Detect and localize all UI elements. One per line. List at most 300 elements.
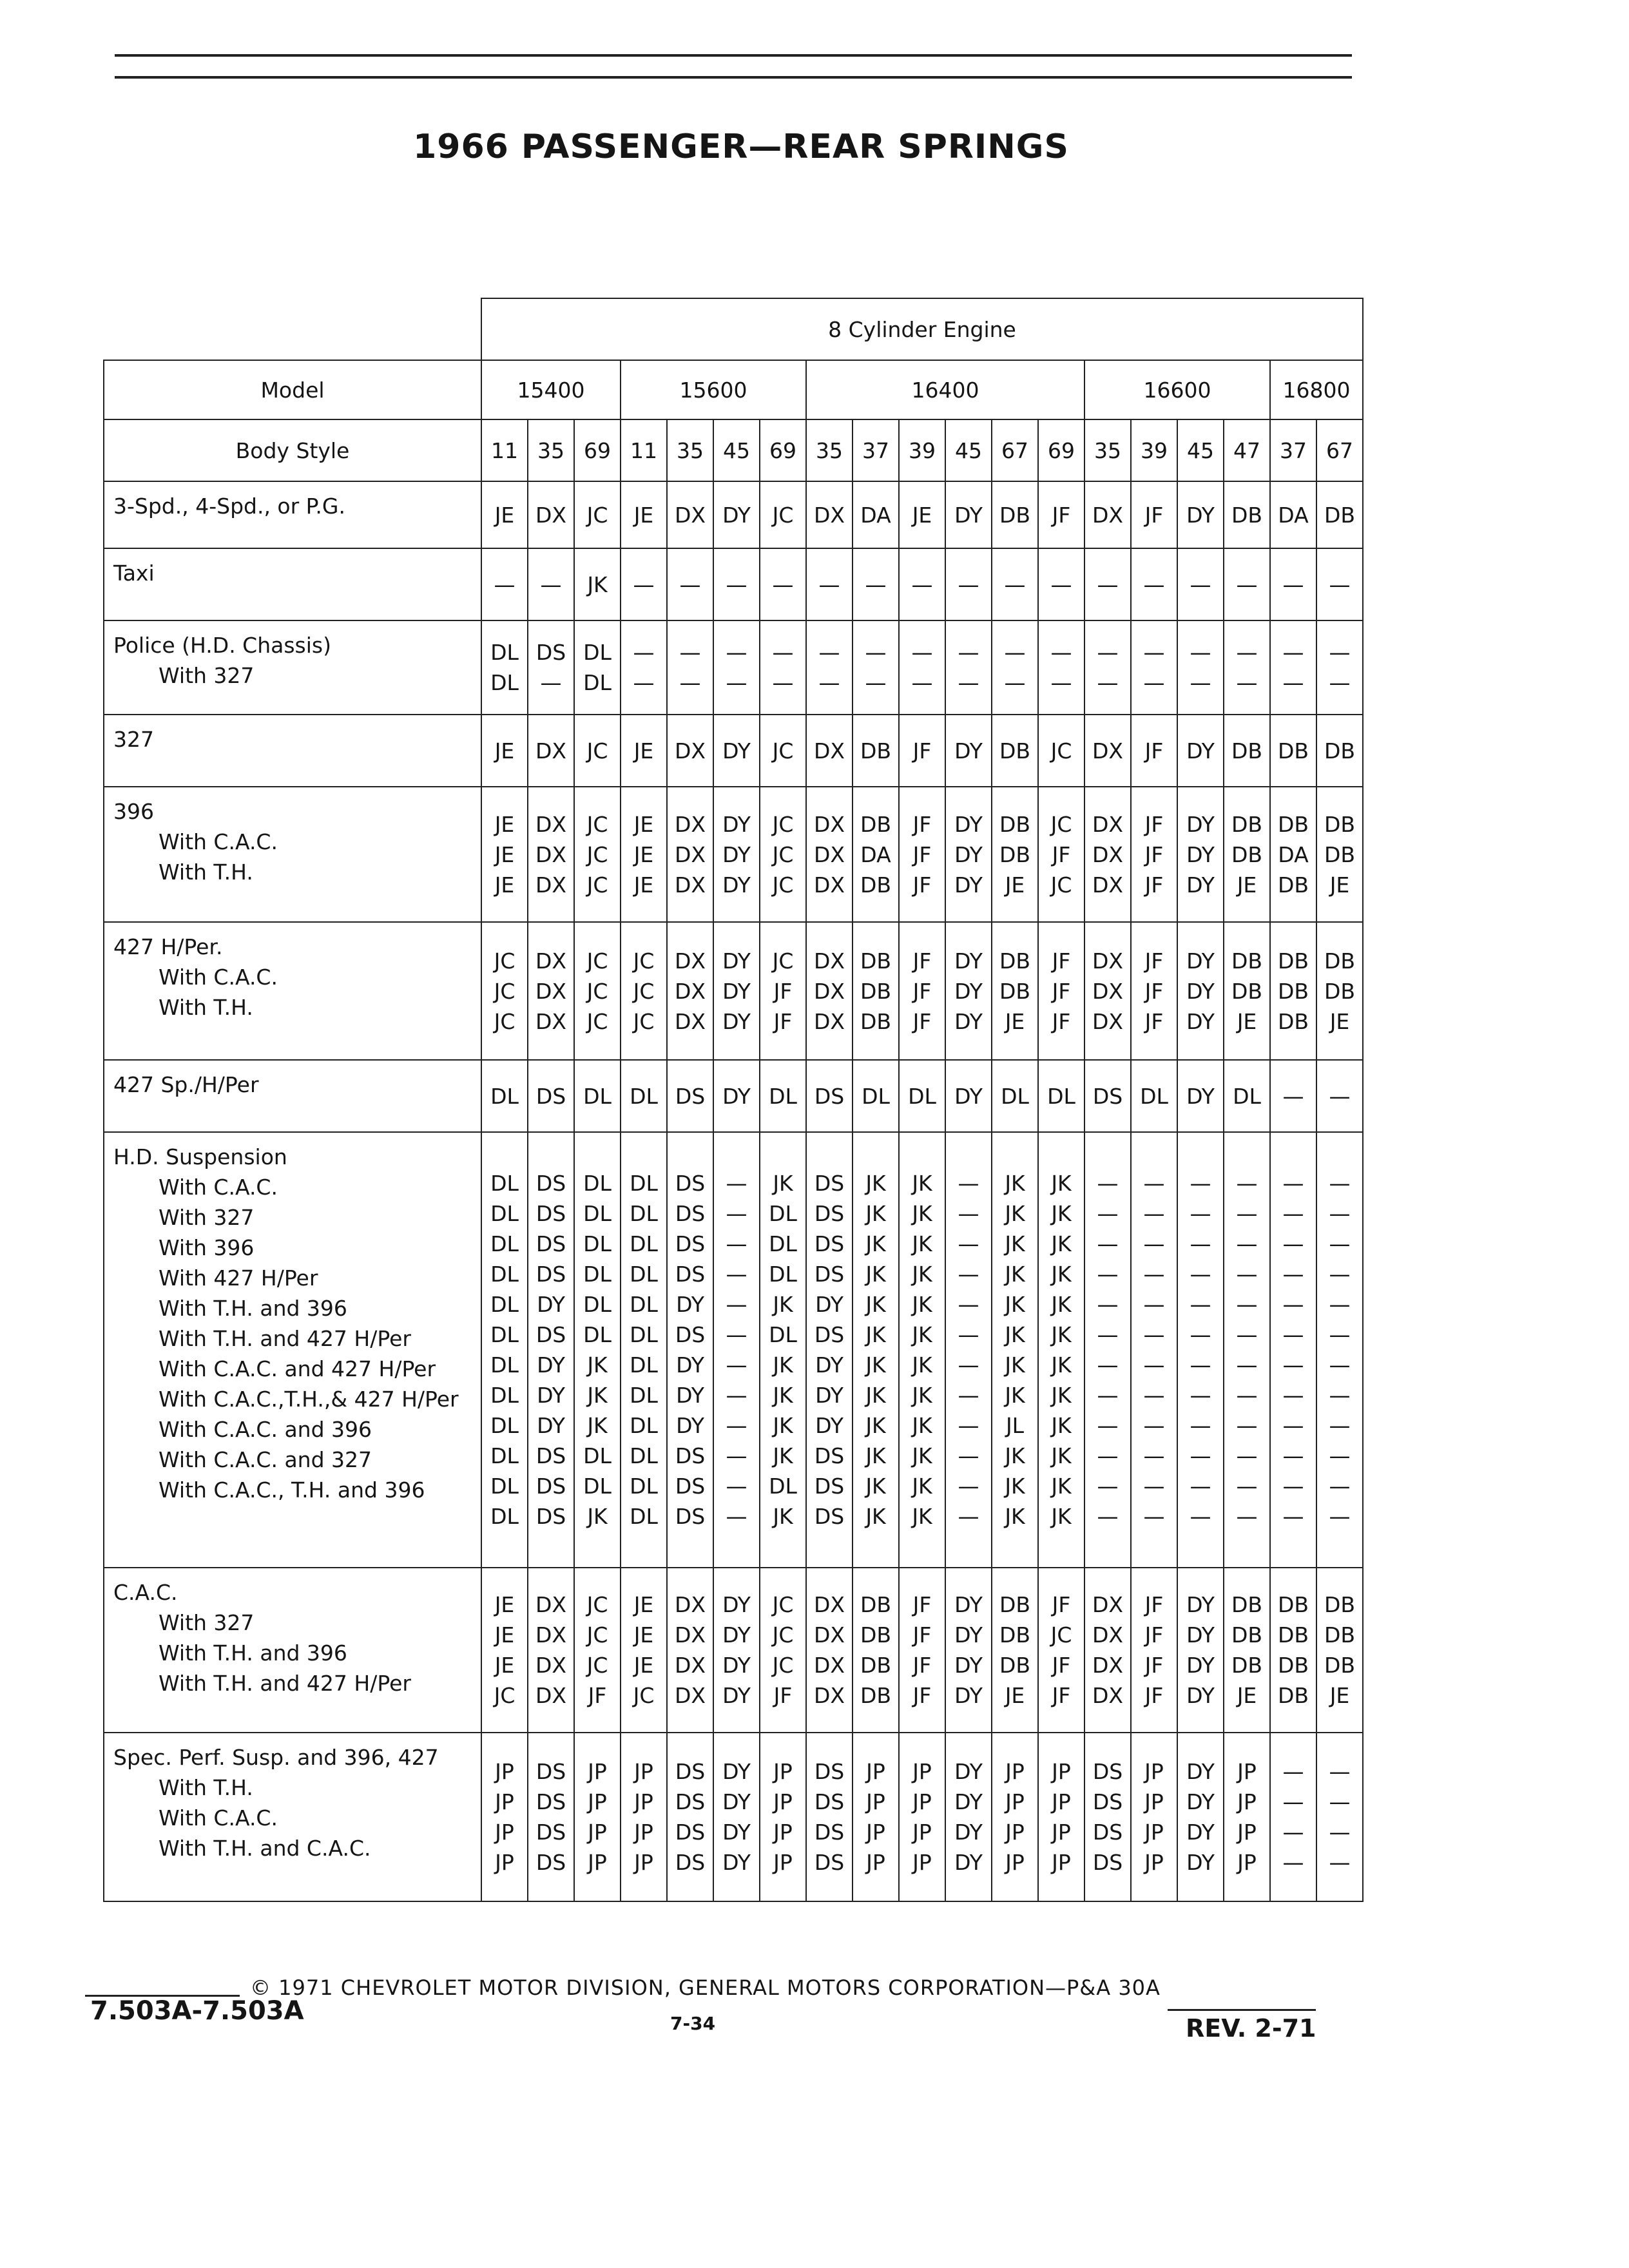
row-label bbox=[104, 548, 481, 620]
spring-code: JE bbox=[494, 872, 515, 898]
spring-code-cell bbox=[713, 1568, 760, 1733]
spring-code: — bbox=[679, 670, 701, 695]
row-label-line: 427 Sp./H/Per bbox=[113, 1072, 259, 1097]
spring-code: JP bbox=[773, 1820, 793, 1845]
spring-code: — bbox=[1097, 1262, 1119, 1287]
spring-code: JK bbox=[865, 1352, 886, 1378]
footer-rule-right bbox=[1168, 2009, 1316, 2011]
spring-code: — bbox=[818, 572, 840, 597]
spring-code: DL bbox=[490, 1443, 519, 1468]
spring-code: JF bbox=[912, 1683, 932, 1708]
spring-code-cell bbox=[1316, 922, 1363, 1060]
spring-code: DX bbox=[813, 1592, 845, 1617]
spring-code: JC bbox=[772, 872, 794, 898]
spring-code: — bbox=[1282, 1850, 1304, 1875]
spring-code-cell bbox=[528, 1568, 574, 1733]
spring-code-cell bbox=[1084, 620, 1131, 715]
spring-code-cell bbox=[1038, 481, 1084, 548]
spring-code: DL bbox=[630, 1413, 658, 1438]
spring-code: JK bbox=[865, 1383, 886, 1408]
spring-code: — bbox=[1282, 1262, 1304, 1287]
spring-code-cell bbox=[1177, 922, 1224, 1060]
spring-code: — bbox=[1143, 1413, 1165, 1438]
spring-code: — bbox=[865, 640, 887, 665]
spring-code: — bbox=[1190, 1504, 1211, 1529]
spring-code-cell bbox=[806, 548, 853, 620]
spring-code: — bbox=[726, 670, 747, 695]
spring-code: JK bbox=[912, 1474, 932, 1499]
spring-code: DY bbox=[722, 1653, 751, 1678]
spring-code-cell bbox=[621, 787, 667, 922]
spring-code-cell bbox=[1084, 1568, 1131, 1733]
spring-code: JK bbox=[773, 1383, 793, 1408]
spring-code-cell bbox=[760, 1132, 806, 1568]
spring-code: DS bbox=[814, 1474, 845, 1499]
spring-code-cell bbox=[1084, 787, 1131, 922]
spring-code-cell bbox=[1131, 481, 1177, 548]
spring-code: — bbox=[1282, 1759, 1304, 1784]
spring-code: DY bbox=[954, 948, 983, 974]
spring-code: DB bbox=[860, 1683, 892, 1708]
spring-code: — bbox=[958, 1171, 979, 1196]
spring-code-cell bbox=[1224, 548, 1270, 620]
spring-code: JC bbox=[494, 1008, 516, 1034]
spring-code: DY bbox=[954, 738, 983, 764]
spring-code-cell bbox=[1038, 922, 1084, 1060]
body-style-code: 45 bbox=[945, 419, 992, 481]
spring-code: — bbox=[726, 1292, 747, 1317]
spring-code: DY bbox=[1186, 1820, 1215, 1845]
spring-code: DY bbox=[722, 1622, 751, 1648]
spring-code: DB bbox=[1324, 1592, 1356, 1617]
spring-code: JK bbox=[587, 572, 608, 597]
spring-code: — bbox=[1329, 670, 1351, 695]
spring-code: — bbox=[1329, 1083, 1351, 1109]
spring-code: DB bbox=[1231, 1653, 1263, 1678]
spring-code-cell bbox=[760, 787, 806, 922]
spring-code-cell bbox=[992, 1568, 1038, 1733]
spring-code: DX bbox=[674, 502, 706, 528]
row-label-line: With C.A.C. bbox=[159, 1175, 278, 1200]
spring-code: DY bbox=[722, 502, 751, 528]
spring-code: DX bbox=[813, 502, 845, 528]
spring-code: — bbox=[772, 640, 794, 665]
spring-code-cell bbox=[713, 481, 760, 548]
spring-code: JP bbox=[588, 1789, 607, 1814]
spring-code: JF bbox=[912, 1592, 932, 1617]
spring-code: JK bbox=[1005, 1322, 1025, 1347]
body-style-code: 35 bbox=[528, 419, 574, 481]
spring-code: DX bbox=[674, 872, 706, 898]
engine-header-row bbox=[104, 298, 1363, 360]
row-label bbox=[104, 1132, 481, 1568]
spring-code: DL bbox=[490, 1231, 519, 1256]
spring-code: JK bbox=[1005, 1262, 1025, 1287]
spring-code: DL bbox=[630, 1443, 658, 1468]
spring-code-cell bbox=[667, 620, 713, 715]
spring-code: JF bbox=[1052, 978, 1071, 1004]
spring-code: JP bbox=[1144, 1759, 1164, 1784]
spring-code-cell bbox=[667, 548, 713, 620]
spring-code: JE bbox=[1005, 1683, 1025, 1708]
spring-code: — bbox=[1004, 572, 1026, 597]
spring-code-cell bbox=[853, 1568, 899, 1733]
spring-code: JK bbox=[773, 1292, 793, 1317]
spring-code: — bbox=[1329, 1850, 1351, 1875]
spring-code: — bbox=[1236, 1474, 1258, 1499]
spring-code-cell bbox=[713, 1060, 760, 1132]
spring-code: — bbox=[1097, 1474, 1119, 1499]
spring-code-cell bbox=[760, 715, 806, 787]
row-label-line: With 327 bbox=[159, 1610, 255, 1635]
spring-code: DX bbox=[674, 948, 706, 974]
spring-code: DS bbox=[675, 1231, 706, 1256]
spring-code-cell bbox=[1131, 620, 1177, 715]
spring-code: JE bbox=[494, 1653, 515, 1678]
spring-code-cell bbox=[621, 1060, 667, 1132]
page-title: 1966 PASSENGER—REAR SPRINGS bbox=[413, 128, 1069, 166]
spring-code: — bbox=[726, 1383, 747, 1408]
spring-code: DL bbox=[1047, 1083, 1075, 1109]
spring-code-cell bbox=[806, 1568, 853, 1733]
spring-code: JK bbox=[912, 1171, 932, 1196]
spring-code: DB bbox=[1277, 811, 1309, 837]
spring-code-cell bbox=[667, 787, 713, 922]
spring-code: JK bbox=[1051, 1262, 1072, 1287]
spring-code: JE bbox=[1329, 1008, 1350, 1034]
spring-code: — bbox=[1329, 1231, 1351, 1256]
spring-code: DX bbox=[674, 841, 706, 867]
spring-code: JP bbox=[1005, 1850, 1025, 1875]
body-style-code: 11 bbox=[481, 419, 528, 481]
spring-code: DX bbox=[674, 1592, 706, 1617]
spring-code: DS bbox=[814, 1201, 845, 1226]
spring-code: DB bbox=[999, 1592, 1031, 1617]
spring-code: JK bbox=[1005, 1231, 1025, 1256]
spring-code: DX bbox=[813, 1622, 845, 1648]
spring-code: JP bbox=[1052, 1820, 1071, 1845]
spring-code: JE bbox=[1329, 1683, 1350, 1708]
spring-code: DY bbox=[1186, 1683, 1215, 1708]
spring-code: DL bbox=[630, 1474, 658, 1499]
spring-code-cell bbox=[1270, 1060, 1316, 1132]
spring-code: JK bbox=[773, 1413, 793, 1438]
body-style-code: 39 bbox=[1131, 419, 1177, 481]
spring-code-cell bbox=[1270, 620, 1316, 715]
spring-code: — bbox=[1282, 1789, 1304, 1814]
spring-code: — bbox=[1282, 1443, 1304, 1468]
spring-code: DB bbox=[999, 502, 1031, 528]
spring-code: — bbox=[1097, 1231, 1119, 1256]
spring-code: JP bbox=[1052, 1759, 1071, 1784]
spring-code-cell bbox=[1270, 1733, 1316, 1901]
spring-code-cell bbox=[574, 787, 621, 922]
spring-code: JK bbox=[1051, 1201, 1072, 1226]
spring-code: — bbox=[911, 640, 933, 665]
spring-code-cell bbox=[853, 715, 899, 787]
spring-code: JK bbox=[912, 1262, 932, 1287]
spring-code: DL bbox=[490, 1201, 519, 1226]
spring-code-cell bbox=[899, 787, 945, 922]
spring-code: DY bbox=[954, 811, 983, 837]
spring-code: — bbox=[1190, 1443, 1211, 1468]
spring-code: — bbox=[726, 1201, 747, 1226]
spring-code: JF bbox=[912, 811, 932, 837]
spring-code-cell bbox=[1224, 1132, 1270, 1568]
spring-code-cell bbox=[760, 620, 806, 715]
spring-code: JE bbox=[494, 811, 515, 837]
spring-code: JK bbox=[773, 1443, 793, 1468]
spring-code: DY bbox=[1186, 1653, 1215, 1678]
spring-code-cell bbox=[760, 481, 806, 548]
spring-code: — bbox=[1097, 1352, 1119, 1378]
spring-code: — bbox=[1190, 1201, 1211, 1226]
spring-code: JP bbox=[1237, 1789, 1257, 1814]
spring-code: JP bbox=[495, 1789, 514, 1814]
row-label bbox=[104, 481, 481, 548]
spring-code-cell bbox=[1224, 715, 1270, 787]
spring-code-cell bbox=[1316, 1060, 1363, 1132]
spring-code: — bbox=[726, 1231, 747, 1256]
spring-code-cell bbox=[713, 1132, 760, 1568]
spring-code: DS bbox=[535, 1322, 566, 1347]
spring-code: JF bbox=[1052, 502, 1071, 528]
spring-code: DB bbox=[860, 1653, 892, 1678]
body-style-code: 69 bbox=[574, 419, 621, 481]
spring-code: DS bbox=[675, 1820, 706, 1845]
spring-code-cell bbox=[806, 1132, 853, 1568]
spring-code: DB bbox=[860, 1592, 892, 1617]
spring-code: DX bbox=[535, 502, 567, 528]
spring-code-cell bbox=[1316, 787, 1363, 922]
spring-code: DS bbox=[814, 1789, 845, 1814]
spring-code: JF bbox=[588, 1683, 607, 1708]
spring-code-cell bbox=[1038, 715, 1084, 787]
spring-code: DS bbox=[1092, 1083, 1123, 1109]
body-style-label: Body Style bbox=[104, 419, 481, 481]
spring-code: — bbox=[1143, 1292, 1165, 1317]
spring-code: DY bbox=[537, 1383, 565, 1408]
spring-code-cell bbox=[713, 715, 760, 787]
spring-code: DL bbox=[862, 1083, 890, 1109]
spring-code: JP bbox=[495, 1820, 514, 1845]
row-label-line: 327 bbox=[113, 727, 154, 752]
spring-code: JK bbox=[912, 1292, 932, 1317]
spring-code-cell bbox=[667, 1568, 713, 1733]
spring-code: DL bbox=[1233, 1083, 1261, 1109]
spring-code: DL bbox=[583, 1201, 612, 1226]
spring-code: DY bbox=[954, 1083, 983, 1109]
spring-code: JK bbox=[1051, 1292, 1072, 1317]
row-label bbox=[104, 620, 481, 715]
spring-code-cell bbox=[899, 1132, 945, 1568]
spring-code: JP bbox=[1237, 1759, 1257, 1784]
spring-code: — bbox=[1329, 1504, 1351, 1529]
spring-code: — bbox=[1190, 1292, 1211, 1317]
spring-code: DY bbox=[1186, 1850, 1215, 1875]
spring-code: — bbox=[726, 1504, 747, 1529]
footer-revision: REV. 2-71 bbox=[1186, 2014, 1316, 2042]
spring-code: JP bbox=[495, 1850, 514, 1875]
spring-code: DY bbox=[676, 1292, 704, 1317]
spring-code: DS bbox=[814, 1850, 845, 1875]
spring-code: DS bbox=[675, 1443, 706, 1468]
spring-code: DB bbox=[1324, 1622, 1356, 1648]
spring-code: JF bbox=[1052, 1653, 1071, 1678]
spring-code: DL bbox=[583, 1474, 612, 1499]
row-label-line: C.A.C. bbox=[113, 1580, 178, 1605]
spring-code: DB bbox=[1277, 1592, 1309, 1617]
row-label-line: With 396 bbox=[159, 1235, 255, 1260]
spring-code: JK bbox=[773, 1352, 793, 1378]
row-label bbox=[104, 1733, 481, 1901]
spring-code: DY bbox=[722, 1850, 751, 1875]
spring-code: DY bbox=[722, 872, 751, 898]
spring-code: JF bbox=[1144, 738, 1164, 764]
spring-code-cell bbox=[1038, 1060, 1084, 1132]
spring-code: DA bbox=[1278, 841, 1309, 867]
spring-code: DX bbox=[1092, 738, 1124, 764]
body-style-code: 67 bbox=[1316, 419, 1363, 481]
spring-code: DS bbox=[814, 1504, 845, 1529]
spring-code: JK bbox=[587, 1504, 608, 1529]
spring-code: DL bbox=[583, 1292, 612, 1317]
spring-code: — bbox=[958, 1231, 979, 1256]
spring-code: — bbox=[1329, 1789, 1351, 1814]
spring-code: DB bbox=[1231, 948, 1263, 974]
spring-code: DB bbox=[1324, 948, 1356, 974]
spring-code: DL bbox=[630, 1171, 658, 1196]
spring-code: JF bbox=[1144, 872, 1164, 898]
spring-code: JC bbox=[586, 1622, 608, 1648]
spring-code: — bbox=[958, 1413, 979, 1438]
spring-code-cell bbox=[853, 1733, 899, 1901]
row-label-line: With T.H. and 427 H/Per bbox=[159, 1671, 411, 1696]
spring-code: — bbox=[1329, 1292, 1351, 1317]
spring-code-cell bbox=[1084, 481, 1131, 548]
spring-code: DS bbox=[675, 1201, 706, 1226]
spring-code: DL bbox=[490, 1292, 519, 1317]
spring-code-cell bbox=[992, 481, 1038, 548]
row-label-line: With C.A.C. and 427 H/Per bbox=[159, 1356, 436, 1381]
spring-code: DB bbox=[1231, 811, 1263, 837]
spring-code-cell bbox=[481, 922, 528, 1060]
header-corner bbox=[104, 298, 481, 360]
spring-code: — bbox=[540, 670, 562, 695]
spring-code: DB bbox=[999, 738, 1031, 764]
spring-code: DY bbox=[722, 978, 751, 1004]
spring-code: DY bbox=[954, 1850, 983, 1875]
spring-code-cell bbox=[1316, 715, 1363, 787]
spring-code-cell bbox=[853, 620, 899, 715]
spring-code: JP bbox=[1144, 1820, 1164, 1845]
spring-code-cell bbox=[1131, 1568, 1177, 1733]
spring-code: DS bbox=[675, 1850, 706, 1875]
spring-code: DY bbox=[954, 1653, 983, 1678]
spring-code: DY bbox=[954, 1683, 983, 1708]
spring-code: DY bbox=[722, 1789, 751, 1814]
spring-code: — bbox=[726, 640, 747, 665]
spring-code: JK bbox=[1051, 1474, 1072, 1499]
spring-code-cell bbox=[806, 715, 853, 787]
spring-code-cell bbox=[992, 1060, 1038, 1132]
spring-code: DS bbox=[535, 1759, 566, 1784]
spring-code: DX bbox=[1092, 948, 1124, 974]
spring-code: JP bbox=[1052, 1850, 1071, 1875]
spring-code: JK bbox=[773, 1171, 793, 1196]
spring-code: — bbox=[1050, 572, 1072, 597]
body-style-code: 35 bbox=[667, 419, 713, 481]
table-row bbox=[104, 787, 1363, 922]
spring-code: — bbox=[726, 1443, 747, 1468]
spring-code: JC bbox=[586, 978, 608, 1004]
spring-code: DS bbox=[675, 1322, 706, 1347]
row-label-line: With 327 bbox=[159, 663, 255, 688]
row-label-line: With C.A.C.,T.H.,& 427 H/Per bbox=[159, 1387, 459, 1412]
spring-code: DX bbox=[674, 1683, 706, 1708]
spring-code-cell bbox=[760, 1568, 806, 1733]
spring-code: DB bbox=[860, 978, 892, 1004]
spring-code: — bbox=[958, 640, 979, 665]
spring-code: JP bbox=[912, 1759, 932, 1784]
spring-code-cell bbox=[853, 922, 899, 1060]
spring-code: JE bbox=[1005, 872, 1025, 898]
model-label: Model bbox=[104, 360, 481, 419]
spring-code: JP bbox=[634, 1820, 653, 1845]
spring-code: — bbox=[1329, 1413, 1351, 1438]
spring-code: DY bbox=[1186, 1622, 1215, 1648]
spring-code: JF bbox=[1144, 502, 1164, 528]
spring-code: DB bbox=[999, 1622, 1031, 1648]
spring-code-cell bbox=[481, 1568, 528, 1733]
row-label-line: H.D. Suspension bbox=[113, 1144, 287, 1169]
spring-code: JF bbox=[1052, 1008, 1071, 1034]
spring-code: — bbox=[1329, 1383, 1351, 1408]
spring-code-cell bbox=[1316, 481, 1363, 548]
spring-code: — bbox=[633, 670, 655, 695]
spring-code-cell bbox=[806, 787, 853, 922]
spring-code: JP bbox=[912, 1850, 932, 1875]
model-group-15400: 15400 bbox=[481, 360, 621, 419]
row-label-line: With C.A.C. bbox=[159, 965, 278, 990]
row-label-line: Police (H.D. Chassis) bbox=[113, 633, 331, 658]
spring-code: DL bbox=[490, 1352, 519, 1378]
spring-code: DX bbox=[1092, 1653, 1124, 1678]
spring-code: DL bbox=[490, 640, 519, 665]
spring-code: JE bbox=[1237, 1683, 1257, 1708]
spring-code: DL bbox=[630, 1083, 658, 1109]
spring-code: — bbox=[1050, 640, 1072, 665]
spring-code-cell bbox=[481, 1733, 528, 1901]
spring-code: JE bbox=[633, 502, 654, 528]
spring-code-cell bbox=[806, 1733, 853, 1901]
spring-code-cell bbox=[1131, 1733, 1177, 1901]
spring-code: — bbox=[865, 572, 887, 597]
spring-code: DY bbox=[722, 1683, 751, 1708]
spring-code: DX bbox=[813, 841, 845, 867]
spring-code: — bbox=[1004, 670, 1026, 695]
spring-code: — bbox=[1097, 572, 1119, 597]
spring-code: JE bbox=[633, 811, 654, 837]
spring-code: DL bbox=[1001, 1083, 1029, 1109]
spring-code-cell bbox=[528, 787, 574, 922]
spring-code: JK bbox=[1051, 1231, 1072, 1256]
spring-code: DX bbox=[1092, 978, 1124, 1004]
spring-code: DS bbox=[535, 1504, 566, 1529]
spring-code: JK bbox=[865, 1504, 886, 1529]
spring-code: DY bbox=[954, 872, 983, 898]
spring-code-cell bbox=[806, 481, 853, 548]
